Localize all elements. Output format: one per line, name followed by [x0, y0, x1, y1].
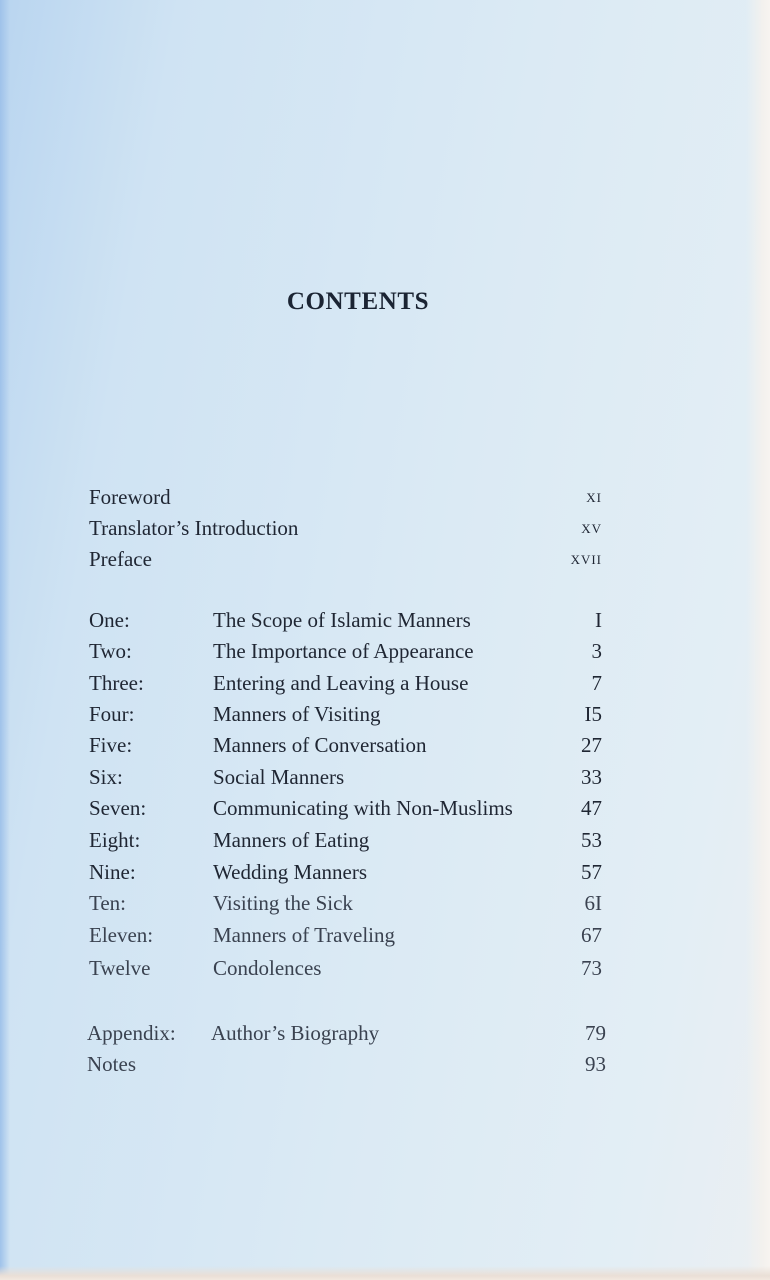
appendix-title: Author’s Biography — [211, 1021, 380, 1045]
toc-entry-preface — [0, 544, 770, 574]
toc-chapter-row — [0, 605, 770, 635]
page-edge-bottom — [0, 1266, 770, 1280]
toc-notes-row — [0, 1049, 770, 1079]
toc-entry-foreword — [0, 482, 770, 512]
toc-chapter-row — [0, 888, 770, 918]
toc-chapter-row — [0, 762, 770, 792]
chapter-page-number: 6I — [584, 891, 602, 915]
chapter-page-number: 53 — [581, 828, 602, 852]
toc-entry-translators-introduction — [0, 513, 770, 543]
toc-chapter-row — [0, 953, 770, 983]
chapter-number: One: — [89, 608, 130, 632]
toc-chapter-row — [0, 730, 770, 760]
chapter-page-number: 7 — [591, 671, 602, 695]
entry-label: Translator’s Introduction — [89, 516, 299, 540]
contents-heading: CONTENTS — [286, 288, 430, 315]
toc-chapter-row — [0, 699, 770, 729]
chapter-page-number: 27 — [581, 733, 602, 757]
chapter-number: Eleven: — [89, 923, 154, 947]
entry-page-number: xi — [586, 486, 602, 507]
notes-page-number: 93 — [585, 1052, 606, 1076]
chapter-title: Manners of Conversation — [213, 733, 427, 757]
chapter-title: Manners of Eating — [213, 828, 370, 852]
chapter-title: Wedding Manners — [213, 860, 368, 884]
toc-chapter-row — [0, 857, 770, 887]
entry-label: Preface — [89, 547, 152, 571]
toc-appendix-row — [0, 1018, 770, 1048]
toc-chapter-row — [0, 636, 770, 666]
chapter-page-number: 73 — [581, 956, 602, 980]
toc-chapter-row — [0, 920, 770, 950]
chapter-title: The Scope of Islamic Manners — [213, 608, 471, 632]
chapter-page-number: 47 — [581, 796, 602, 820]
chapter-number: Six: — [89, 765, 123, 789]
appendix-label: Appendix: — [87, 1021, 176, 1045]
chapter-number: Four: — [89, 702, 135, 726]
chapter-page-number: 3 — [591, 639, 602, 663]
notes-label: Notes — [87, 1052, 136, 1076]
chapter-title: Manners of Traveling — [213, 923, 395, 947]
toc-chapter-row — [0, 793, 770, 823]
chapter-number: Ten: — [89, 891, 127, 915]
chapter-title: Manners of Visiting — [213, 702, 381, 726]
chapter-title: Communicating with Non-Muslims — [213, 796, 513, 820]
toc-chapter-row — [0, 825, 770, 855]
chapter-title: Entering and Leaving a House — [213, 671, 469, 695]
chapter-title: The Importance of Appearance — [213, 639, 474, 663]
chapter-page-number: 67 — [581, 923, 602, 947]
chapter-page-number: 57 — [581, 860, 602, 884]
chapter-number: Twelve — [89, 956, 151, 980]
entry-label: Foreword — [89, 485, 171, 509]
chapter-title: Social Manners — [213, 765, 345, 789]
chapter-number: Seven: — [89, 796, 147, 820]
chapter-number: Nine: — [89, 860, 136, 884]
entry-page-number: xv — [581, 517, 602, 538]
chapter-page-number: 33 — [581, 765, 602, 789]
chapter-title: Condolences — [213, 956, 322, 980]
chapter-number: Two: — [89, 639, 132, 663]
toc-chapter-row — [0, 668, 770, 698]
appendix-page-number: 79 — [585, 1021, 606, 1045]
chapter-page-number: I5 — [584, 702, 602, 726]
chapter-number: Eight: — [89, 828, 141, 852]
entry-page-number: xvii — [570, 548, 602, 569]
chapter-number: Three: — [89, 671, 144, 695]
chapter-number: Five: — [89, 733, 133, 757]
chapter-page-number: I — [595, 608, 602, 632]
chapter-title: Visiting the Sick — [213, 891, 353, 915]
